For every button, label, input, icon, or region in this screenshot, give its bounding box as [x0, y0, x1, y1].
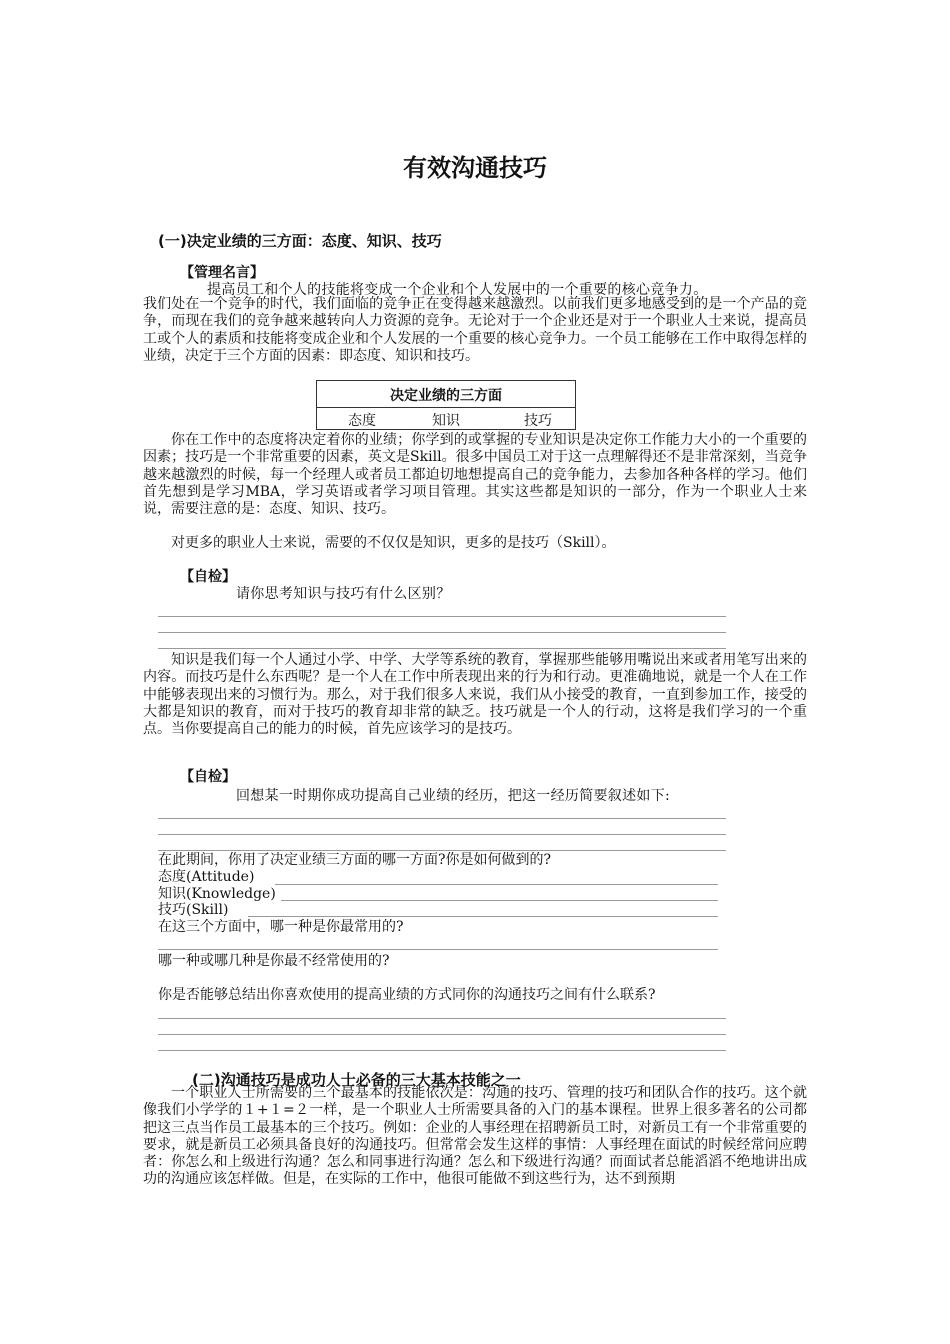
answer-line[interactable]: [158, 949, 718, 950]
answer-line[interactable]: [158, 834, 726, 835]
management-quote: 提高员工和个人的技能将变成一个企业和个人发展中的一个重要的核心竞争力。: [207, 282, 708, 298]
self-check-question-1: 请你思考知识与技巧有什么区别？: [236, 586, 451, 602]
knowledge-label: 知识(Knowledge): [158, 886, 276, 902]
table-divider: [317, 407, 575, 408]
quote-label: 【管理名言】: [180, 265, 264, 281]
table-title: 决定业绩的三方面: [390, 388, 502, 404]
section1-paragraph-1: 我们处在一个竞争的时代，我们面临的竞争正在变得越来越激烈。以前我们更多地感受到的是一个产品的竞争，而现在我们的竞争越来越转向人力资源的竞争。无论对于一个企业还是对于一个职业人士来说，提高员工或个人的素质和技能将变成企业和个人发展的一个重要的核心竞争力。一个员工能够在工作中取得怎样的业绩，决定于三个方面的因素：即态度、知识和技巧。: [143, 296, 807, 364]
knowledge-answer-line[interactable]: [281, 900, 718, 901]
question-link: 你是否能够总结出你喜欢使用的提高业绩的方式同你的沟通技巧之间有什么联系?: [158, 987, 656, 1003]
section2-heading: (二)沟通技巧是成功人士必备的三大基本技能之一: [192, 1071, 521, 1089]
section1-paragraph-3: 对更多的职业人士来说，需要的不仅仅是知识，更多的是技巧（Skill）。: [171, 535, 616, 551]
answer-line[interactable]: [158, 632, 726, 633]
self-check-label-1: 【自检】: [180, 569, 236, 585]
question-most-used: 在这三个方面中，哪一种是你最常用的?: [158, 919, 404, 935]
answer-line[interactable]: [158, 1050, 726, 1051]
performance-factors-table: [316, 380, 576, 430]
self-check-label-2: 【自检】: [180, 769, 236, 785]
section2-paragraph-1: 一个职业人士所需要的三个最基本的技能依次是：沟通的技巧、管理的技巧和团队合作的技巧。这个就像我们小学学的１+１=２一样，是一个职业人士所需要具备的入门的基本课程。世界上很多著名的公司都把这三点当作员工最基本的三个技巧。例如：企业的人事经理在招聘新员工时，对新员工有一个非常重要的要求，就是新员工必须具备良好的沟通技巧。但常常会发生这样的事情：人事经理在面试的时候经常问应聘者：你怎么和上级进行沟通？怎么和同事进行沟通？怎么和下级进行沟通？而面试者总能滔滔不绝地讲出成功的沟通应该怎样做。但是，在实际的工作中，他很可能做不到这些行为，达不到预期: [143, 1085, 807, 1188]
table-item-skill: 技巧: [524, 413, 552, 429]
answer-line[interactable]: [158, 648, 726, 649]
section1-heading: (一)决定业绩的三方面：态度、知识、技巧: [158, 232, 442, 250]
question-least-used: 哪一种或哪几种是你最不经常使用的?: [158, 953, 390, 969]
answer-line[interactable]: [158, 818, 726, 819]
answer-line[interactable]: [158, 1018, 726, 1019]
attitude-label: 态度(Attitude): [158, 869, 255, 885]
answer-line[interactable]: [158, 1034, 726, 1035]
skill-label: 技巧(Skill): [158, 902, 229, 918]
answer-line[interactable]: [158, 616, 726, 617]
self-check-question-2: 回想某一时期你成功提高自己业绩的经历，把这一经历简要叙述如下:: [236, 788, 671, 804]
answer-line[interactable]: [158, 850, 726, 851]
section1-paragraph-4: 知识是我们每一个人通过小学、中学、大学等系统的教育，掌握那些能够用嘴说出来或者用笔写出来的内容。而技巧是什么东西呢？是一个人在工作中所表现出来的行为和行动。更准确地说，就是一个人在工作中能够表现出来的习惯行为。那么，对于我们很多人来说，我们从小接受的教育，一直到参加工作，接受的大都是知识的教育，而对于技巧的教育却非常的缺乏。技巧就是一个人的行动，这将是我们学习的一个重点。当你要提高自己的能力的时候，首先应该学习的是技巧。: [143, 652, 807, 738]
skill-answer-line[interactable]: [248, 916, 718, 917]
attitude-answer-line[interactable]: [275, 884, 718, 885]
table-item-attitude: 态度: [348, 413, 376, 429]
question-aspect: 在此期间，你用了决定业绩三方面的哪一方面?你是如何做到的?: [158, 852, 552, 868]
table-item-knowledge: 知识: [432, 413, 460, 429]
section1-paragraph-2: 你在工作中的态度将决定着你的业绩；你学到的或掌握的专业知识是决定你工作能力大小的一个重要的因素；技巧是一个非常重要的因素，英文是Skill。很多中国员工对于这一点理解得还不是非常深刻，当竞争越来越激烈的时候，每一个经理人或者员工都迫切地想提高自己的竞争能力，去参加各种各样的学习。他们首先想到是学习MBA，学习英语或者学习项目管理。其实这些都是知识的一部分，作为一个职业人士来说，需要注意的是：态度、知识、技巧。: [143, 432, 807, 518]
page-title: 有效沟通技巧: [403, 154, 547, 182]
